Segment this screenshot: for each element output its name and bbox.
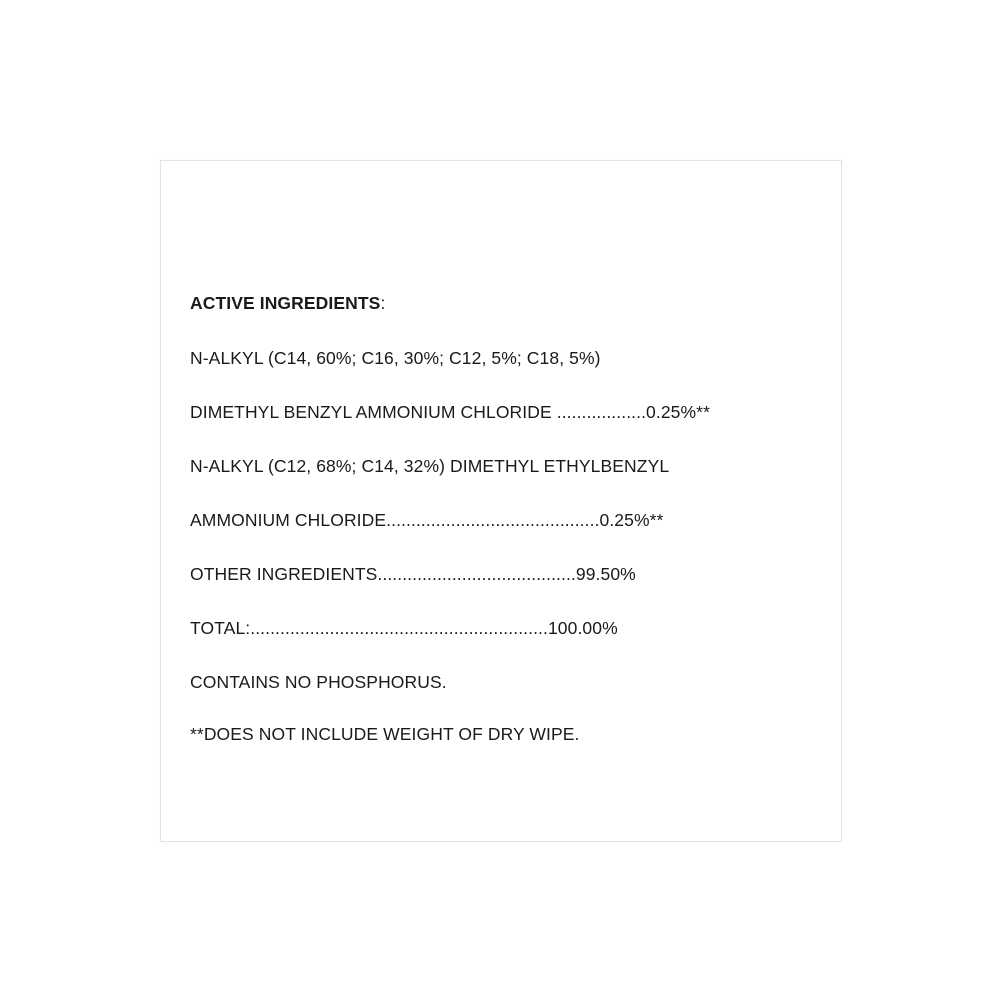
ingredient-line-3: N-ALKYL (C12, 68%; C14, 32%) DIMETHYL ETHYLBENZYL xyxy=(190,456,670,476)
ingredient-line-1: N-ALKYL (C14, 60%; C16, 30%; C12, 5%; C18, 5%) xyxy=(190,348,601,368)
total-line: TOTAL:............................................................100.00% xyxy=(190,618,618,638)
phosphorus-notice: CONTAINS NO PHOSPHORUS. xyxy=(190,672,447,692)
other-ingredients-line: OTHER INGREDIENTS........................................99.50% xyxy=(190,564,636,584)
footnote: **DOES NOT INCLUDE WEIGHT OF DRY WIPE. xyxy=(190,724,580,744)
active-ingredients-heading xyxy=(190,293,385,313)
ingredient-line-2: DIMETHYL BENZYL AMMONIUM CHLORIDE ..................0.25%** xyxy=(190,402,710,422)
ingredient-line-4: AMMONIUM CHLORIDE...........................................0.25%** xyxy=(190,510,664,530)
ingredients-label-panel xyxy=(160,160,842,842)
heading-colon: : xyxy=(380,293,386,313)
active-ingredients-heading-text: ACTIVE INGREDIENTS xyxy=(190,293,381,313)
